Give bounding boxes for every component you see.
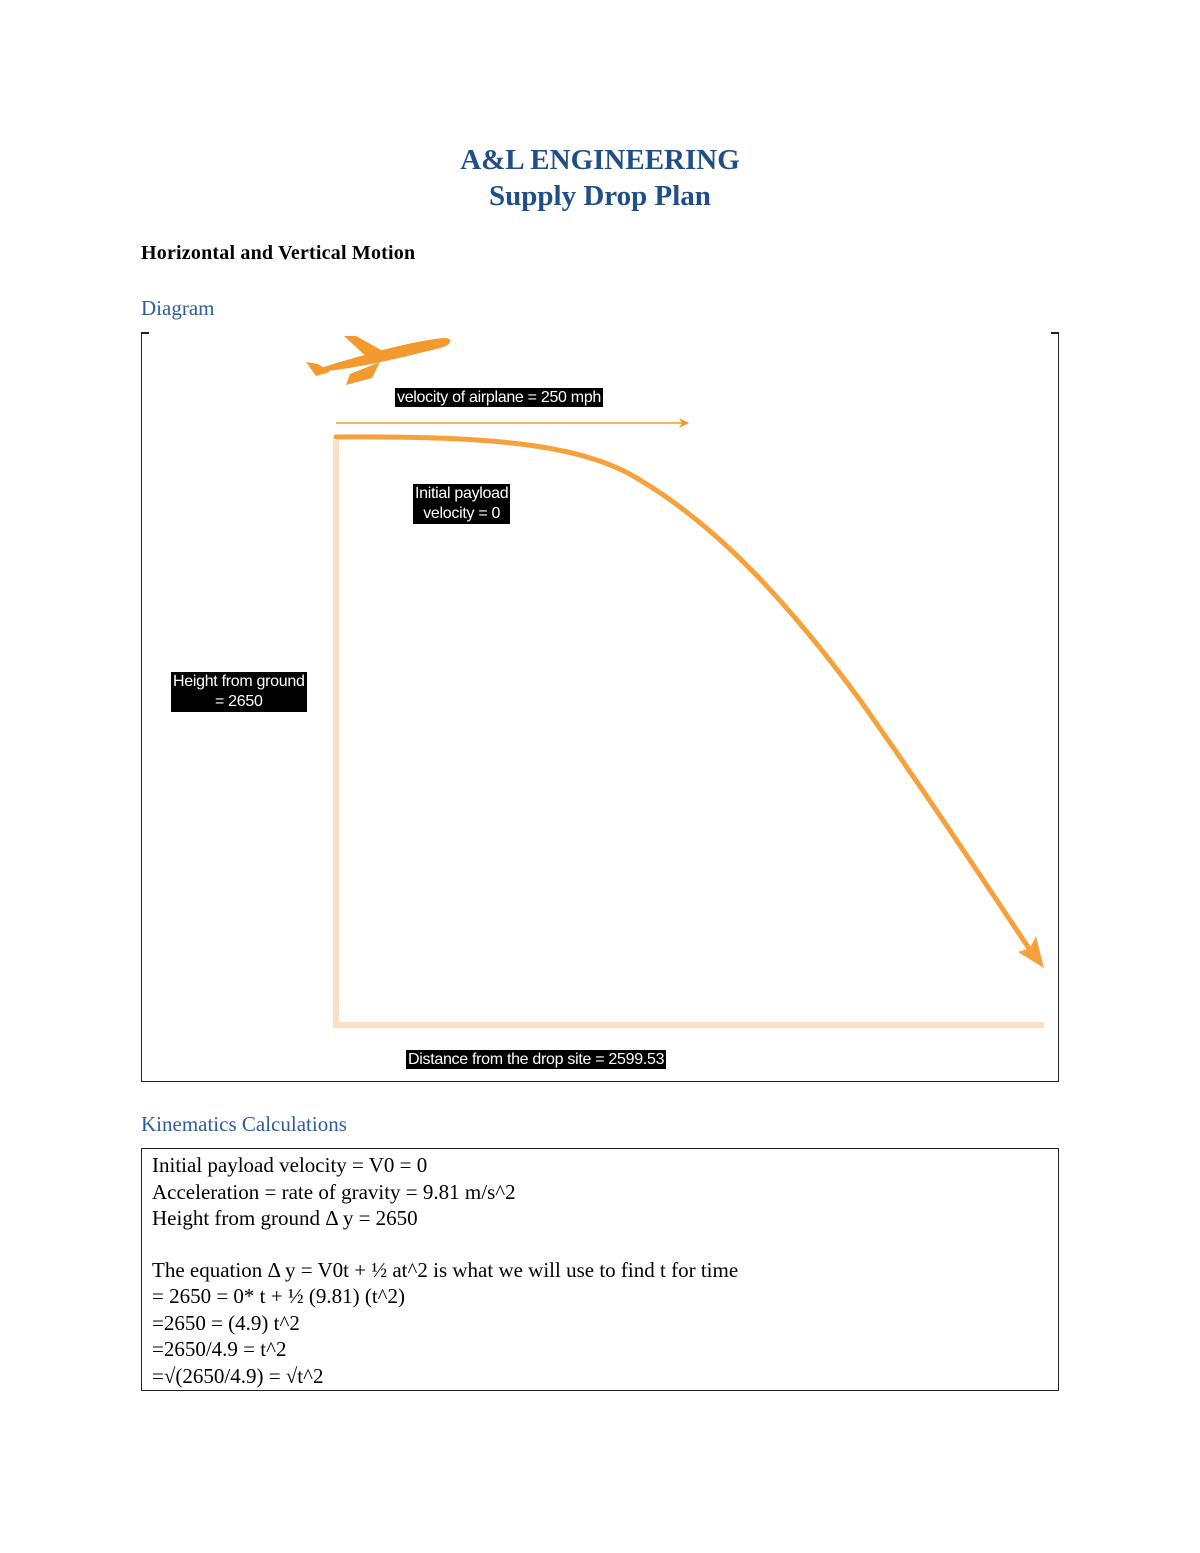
height-label-line1: Height from ground [173,673,305,690]
section-heading: Horizontal and Vertical Motion [141,242,416,264]
kinematics-box [141,1148,1059,1391]
initial-velocity-label-line2: velocity = 0 [423,505,501,522]
given-line: Height from ground Δ y = 2650 [152,1206,418,1230]
velocity-label: velocity of airplane = 250 mph [397,389,602,406]
step-line: =√(2650/4.9) = √t^2 [152,1363,324,1388]
given-line: Initial payload velocity = V0 = 0 [152,1153,428,1177]
given-line: Acceleration = rate of gravity = 9.81 m/s^2 [152,1179,516,1204]
step-line: = 2650 = 0* t + ½ (9.81) (t^2) [152,1284,406,1308]
plan-title: Supply Drop Plan [489,180,711,212]
step-line: =2650/4.9 = t^2 [152,1337,287,1361]
company-title: A&L ENGINEERING [460,144,740,176]
step-line: The equation Δ y = V0t + ½ at^2 is what we will use to find t for time [152,1257,739,1282]
kinematics-heading: Kinematics Calculations [141,1112,347,1136]
height-label [171,672,307,712]
airplane-icon [306,336,450,385]
initial-velocity-label-line1: Initial payload [415,485,509,502]
initial-velocity-label [413,484,510,524]
spacer [152,1232,1048,1257]
diagram-heading: Diagram [141,296,215,320]
step-line: =2650 = (4.9) t^2 [152,1310,300,1335]
distance-label: Distance from the drop site = 2599.53 [408,1051,665,1068]
height-label-line2: = 2650 [214,693,263,710]
